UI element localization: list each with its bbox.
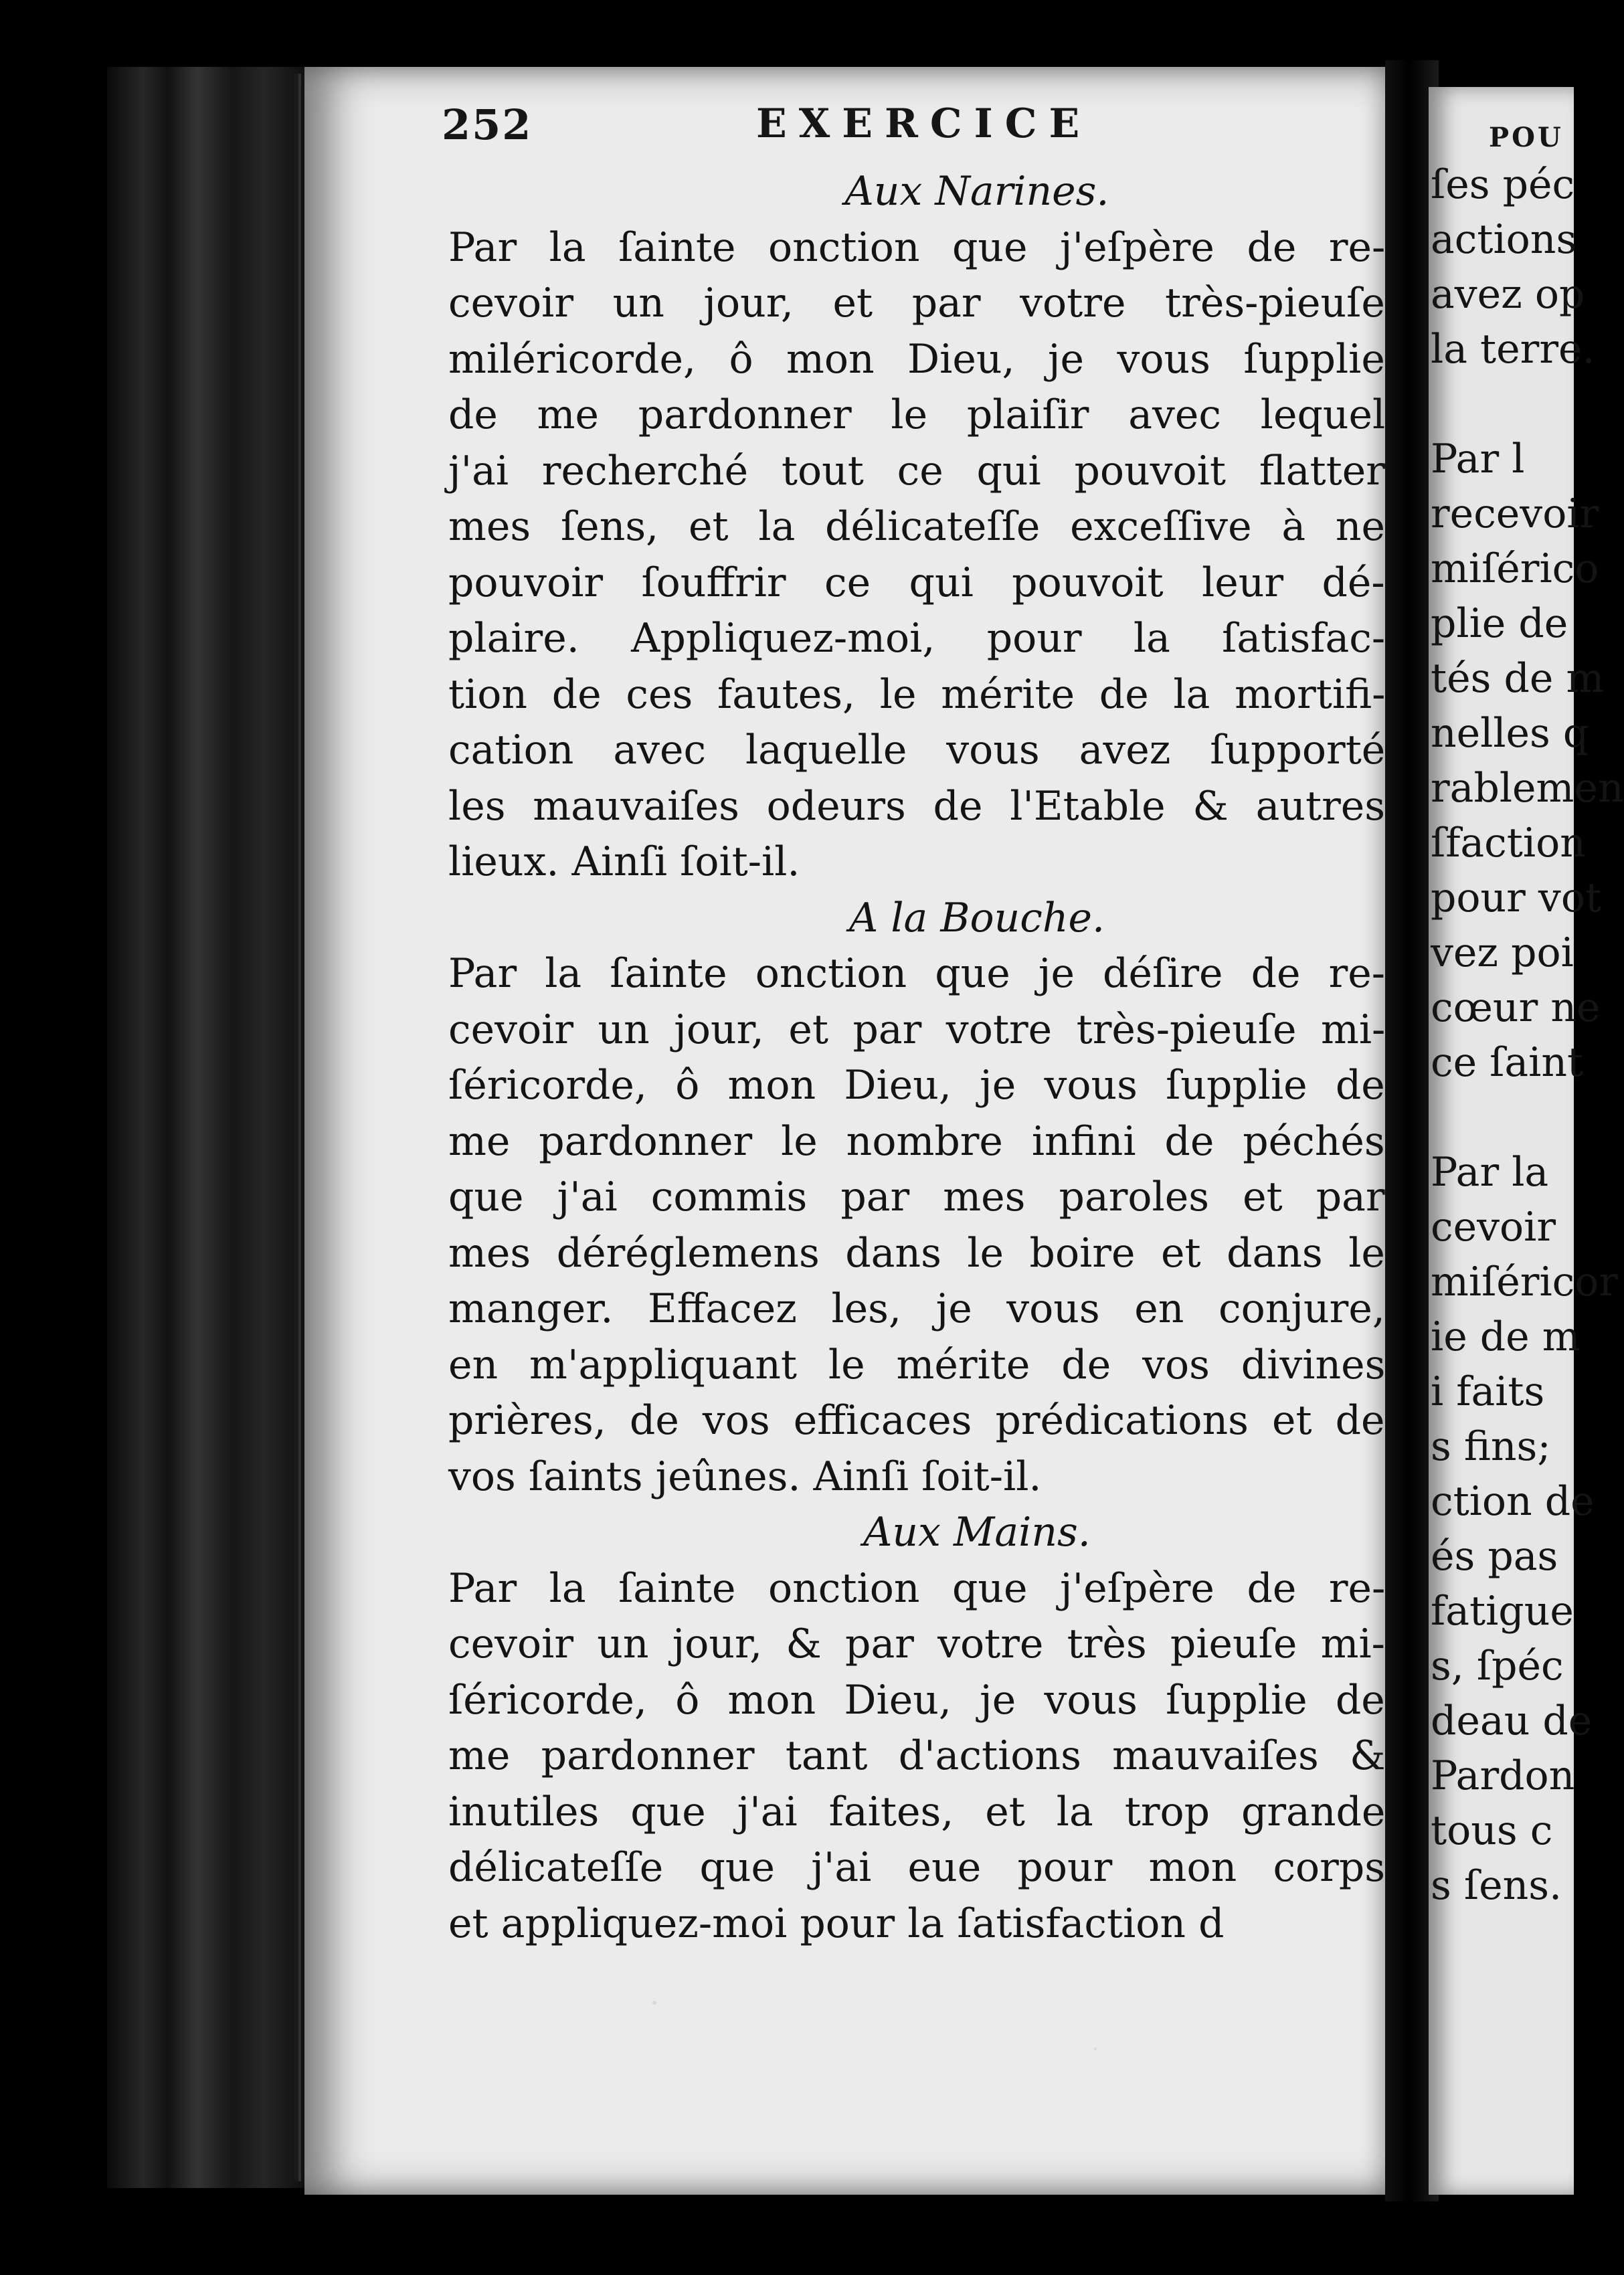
- text-line: plie de: [1431, 600, 1568, 647]
- text-line: miléricorde, ô mon Dieu, je vous ſupplie: [448, 335, 1385, 383]
- text-line: cœur ne: [1431, 984, 1601, 1031]
- text-line: miſéricor: [1431, 1259, 1619, 1305]
- text-line: ce ſaint: [1431, 1039, 1584, 1086]
- text-line: és pas: [1431, 1533, 1558, 1580]
- page-number: 252: [442, 100, 533, 149]
- running-head: EXERCICE: [756, 100, 1092, 147]
- text-line: deau de: [1431, 1698, 1593, 1744]
- text-line: Par la ſainte onction que j'eſpère de re-: [448, 1564, 1386, 1612]
- text-line: cevoir un jour, et par votre très-pieuſe: [448, 280, 1385, 327]
- text-line: mes ſens, et la délicateſſe exceſſive à ne: [448, 503, 1386, 550]
- text-line: tous c: [1431, 1807, 1553, 1854]
- text-line: cevoir un jour, et par votre très-pieuſe mi-: [448, 1006, 1386, 1053]
- text-line: cevoir: [1431, 1204, 1556, 1251]
- text-line: mes déréglemens dans le boire et dans le: [448, 1229, 1385, 1277]
- text-line: Par la ſainte onction que j'eſpère de re-: [448, 223, 1386, 271]
- text-line: délicateſſe que j'ai eue pour mon corps: [448, 1844, 1386, 1891]
- right-page-text: [1431, 157, 1624, 1913]
- text-line: en m'appliquant le mérite de vos divines: [448, 1341, 1386, 1388]
- text-line: actions: [1431, 216, 1577, 263]
- text-line: s ſens.: [1431, 1862, 1562, 1909]
- text-line: ſfaction: [1431, 820, 1586, 867]
- section-heading: Aux Mains.: [863, 1509, 1091, 1556]
- text-line: recevoir: [1431, 490, 1599, 537]
- text-line: la terre.: [1431, 326, 1595, 373]
- text-line: rablemen: [1431, 765, 1624, 812]
- text-line: ie de m: [1431, 1313, 1581, 1360]
- text-line: avez op: [1431, 271, 1585, 318]
- text-line: manger. Effacez les, je vous en conjure,: [448, 1285, 1385, 1332]
- text-line: ſéricorde, ô mon Dieu, je vous ſupplie de: [448, 1062, 1385, 1109]
- text-line: ſéricorde, ô mon Dieu, je vous ſupplie de: [448, 1676, 1385, 1724]
- text-line: miſérico: [1431, 545, 1599, 592]
- text-line: que j'ai commis par mes paroles et par: [448, 1174, 1385, 1220]
- text-line: les mauvaiſes odeurs de l'Etable & autres: [448, 782, 1386, 830]
- text-line: me pardonner tant d'actions mauvaiſes &: [448, 1732, 1386, 1779]
- book-spine: [107, 67, 308, 2188]
- text-line: s fins;: [1431, 1423, 1551, 1470]
- left-page-text: [448, 164, 1385, 1952]
- text-line: ction de: [1431, 1478, 1595, 1525]
- right-running-head: POU: [1489, 122, 1564, 153]
- text-line: [1431, 1090, 1591, 1145]
- text-line: et appliquez-moi pour la ſatisfaction d: [448, 1900, 1225, 1947]
- text-line: inutiles que j'ai faites, et la trop grande: [448, 1788, 1386, 1835]
- text-line: de me pardonner le plaiſir avec lequel: [448, 391, 1386, 438]
- text-line: j'ai recherché tout ce qui pouvoit flatter: [448, 447, 1385, 494]
- text-line: cevoir un jour, & par votre très pieuſe mi-: [448, 1621, 1385, 1667]
- text-line: vos ſaints jeûnes. Ainſi ſoit-il.: [448, 1453, 1042, 1500]
- text-line: nelles q: [1431, 710, 1589, 757]
- text-line: i faits: [1431, 1368, 1545, 1415]
- text-line: tés de m: [1431, 655, 1605, 702]
- text-line: lieux. Ainſi ſoit-il.: [448, 838, 800, 885]
- section-heading: Aux Narines.: [844, 168, 1109, 215]
- text-line: s, ſpéc: [1431, 1643, 1564, 1690]
- text-line: plaire. Appliquez-moi, pour la ſatisfac-: [448, 615, 1386, 662]
- text-line: pour vot: [1431, 875, 1602, 921]
- text-line: Par la: [1431, 1149, 1549, 1196]
- text-line: me pardonner le nombre infini de péchés: [448, 1117, 1385, 1165]
- left-page-header: [442, 100, 1372, 161]
- text-line: Par l: [1431, 436, 1525, 482]
- text-line: cation avec laquelle vous avez ſupporté: [448, 727, 1386, 774]
- text-line: ſes péc: [1431, 161, 1575, 208]
- text-line: [1431, 377, 1591, 432]
- text-line: vez poi: [1431, 929, 1574, 976]
- text-line: fatigue: [1431, 1588, 1574, 1635]
- text-line: Pardon: [1431, 1752, 1575, 1799]
- text-line: tion de ces fautes, le mérite de la mortifi-: [448, 670, 1386, 718]
- text-line: pouvoir ſouffrir ce qui pouvoit leur dé-: [448, 559, 1385, 606]
- text-line: prières, de vos efficaces prédications et de: [448, 1397, 1385, 1444]
- text-line: Par la ſainte onction que je déſire de re-: [448, 950, 1386, 997]
- section-heading: A la Bouche.: [848, 894, 1105, 941]
